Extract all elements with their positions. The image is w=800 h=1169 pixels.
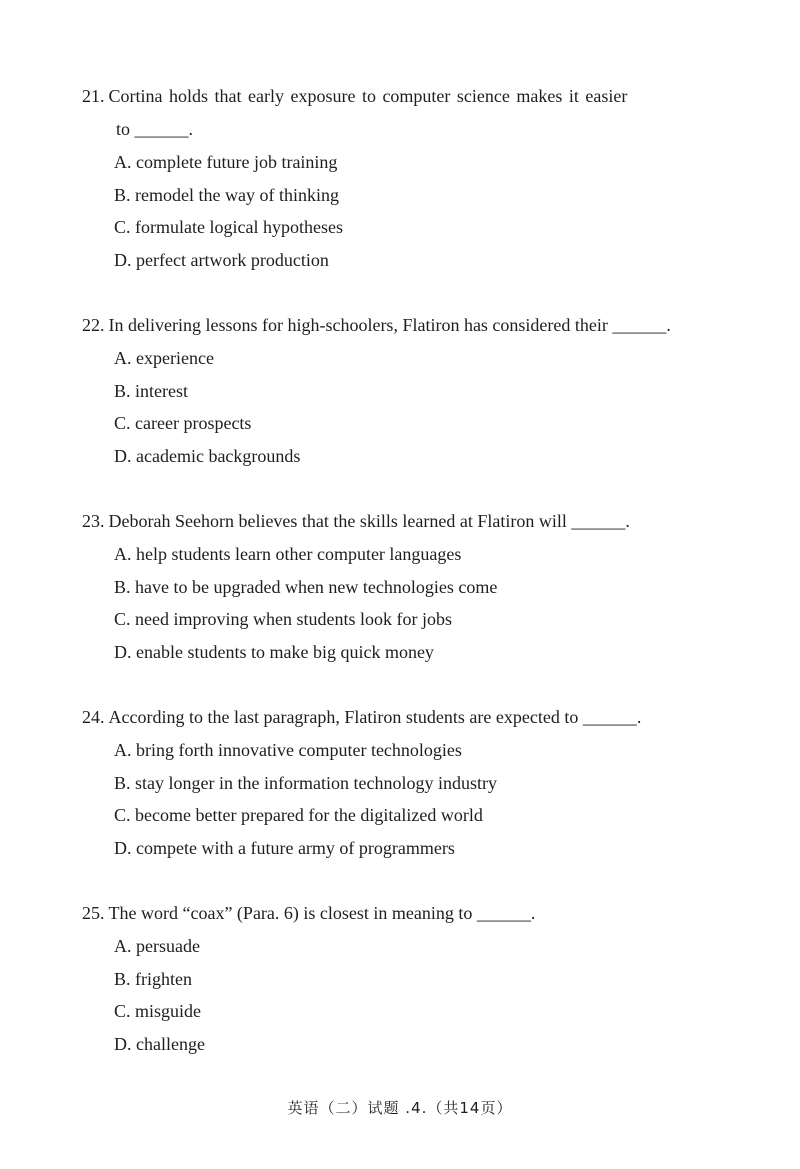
question-stem — [82, 701, 722, 734]
option-d: D. enable students to make big quick money — [114, 642, 434, 663]
option-a: A. help students learn other computer languages — [114, 544, 462, 564]
question-text-line2: to ______. — [116, 119, 194, 139]
question-number: 22. — [82, 315, 105, 335]
option-b: B. interest — [114, 380, 188, 401]
option-b: B. stay longer in the information technology industry — [114, 772, 497, 793]
question-23 — [82, 505, 722, 669]
page-footer: 英语（二）试题 .4.（共14页） — [287, 1099, 513, 1117]
question-number: 24. — [82, 707, 105, 727]
question-number: 21. — [82, 86, 105, 106]
option-c: C. misguide — [114, 1001, 202, 1022]
question-25 — [82, 897, 722, 1061]
option-b: B. have to be upgraded when new technologies come — [114, 576, 498, 597]
question-22 — [82, 309, 722, 473]
option-d: D. academic backgrounds — [114, 446, 301, 467]
question-text: In delivering lessons for high-schoolers, Flatiron has considered their ______. — [108, 315, 671, 335]
question-stem — [82, 80, 722, 113]
question-stem — [82, 897, 722, 930]
option-c: C. need improving when students look for jobs — [114, 609, 452, 630]
question-stem-continuation — [82, 113, 722, 146]
option-c: C. career prospects — [114, 413, 252, 434]
question-21 — [82, 80, 722, 277]
question-number: 23. — [82, 511, 105, 531]
question-number: 25. — [82, 903, 105, 923]
option-a: A. complete future job training — [114, 152, 338, 172]
option-a: A. persuade — [114, 936, 200, 956]
option-d: D. challenge — [114, 1034, 205, 1055]
option-c: C. formulate logical hypotheses — [114, 217, 343, 238]
option-a: A. bring forth innovative computer technologies — [114, 740, 462, 760]
question-text-line1: Cortina holds that early exposure to computer science makes it easier — [108, 86, 628, 106]
option-d: D. compete with a future army of programmers — [114, 838, 455, 859]
question-text: The word “coax” (Para. 6) is closest in meaning to ______. — [108, 903, 536, 923]
question-24 — [82, 701, 722, 865]
question-stem — [82, 309, 722, 342]
question-text: According to the last paragraph, Flatiron students are expected to ______. — [108, 707, 642, 727]
question-text: Deborah Seehorn believes that the skills learned at Flatiron will ______. — [108, 511, 630, 531]
option-b: B. remodel the way of thinking — [114, 184, 339, 205]
option-a: A. experience — [114, 348, 214, 368]
option-b: B. frighten — [114, 968, 192, 989]
option-d: D. perfect artwork production — [114, 250, 329, 271]
question-stem — [82, 505, 722, 538]
option-c: C. become better prepared for the digitalized world — [114, 805, 483, 826]
